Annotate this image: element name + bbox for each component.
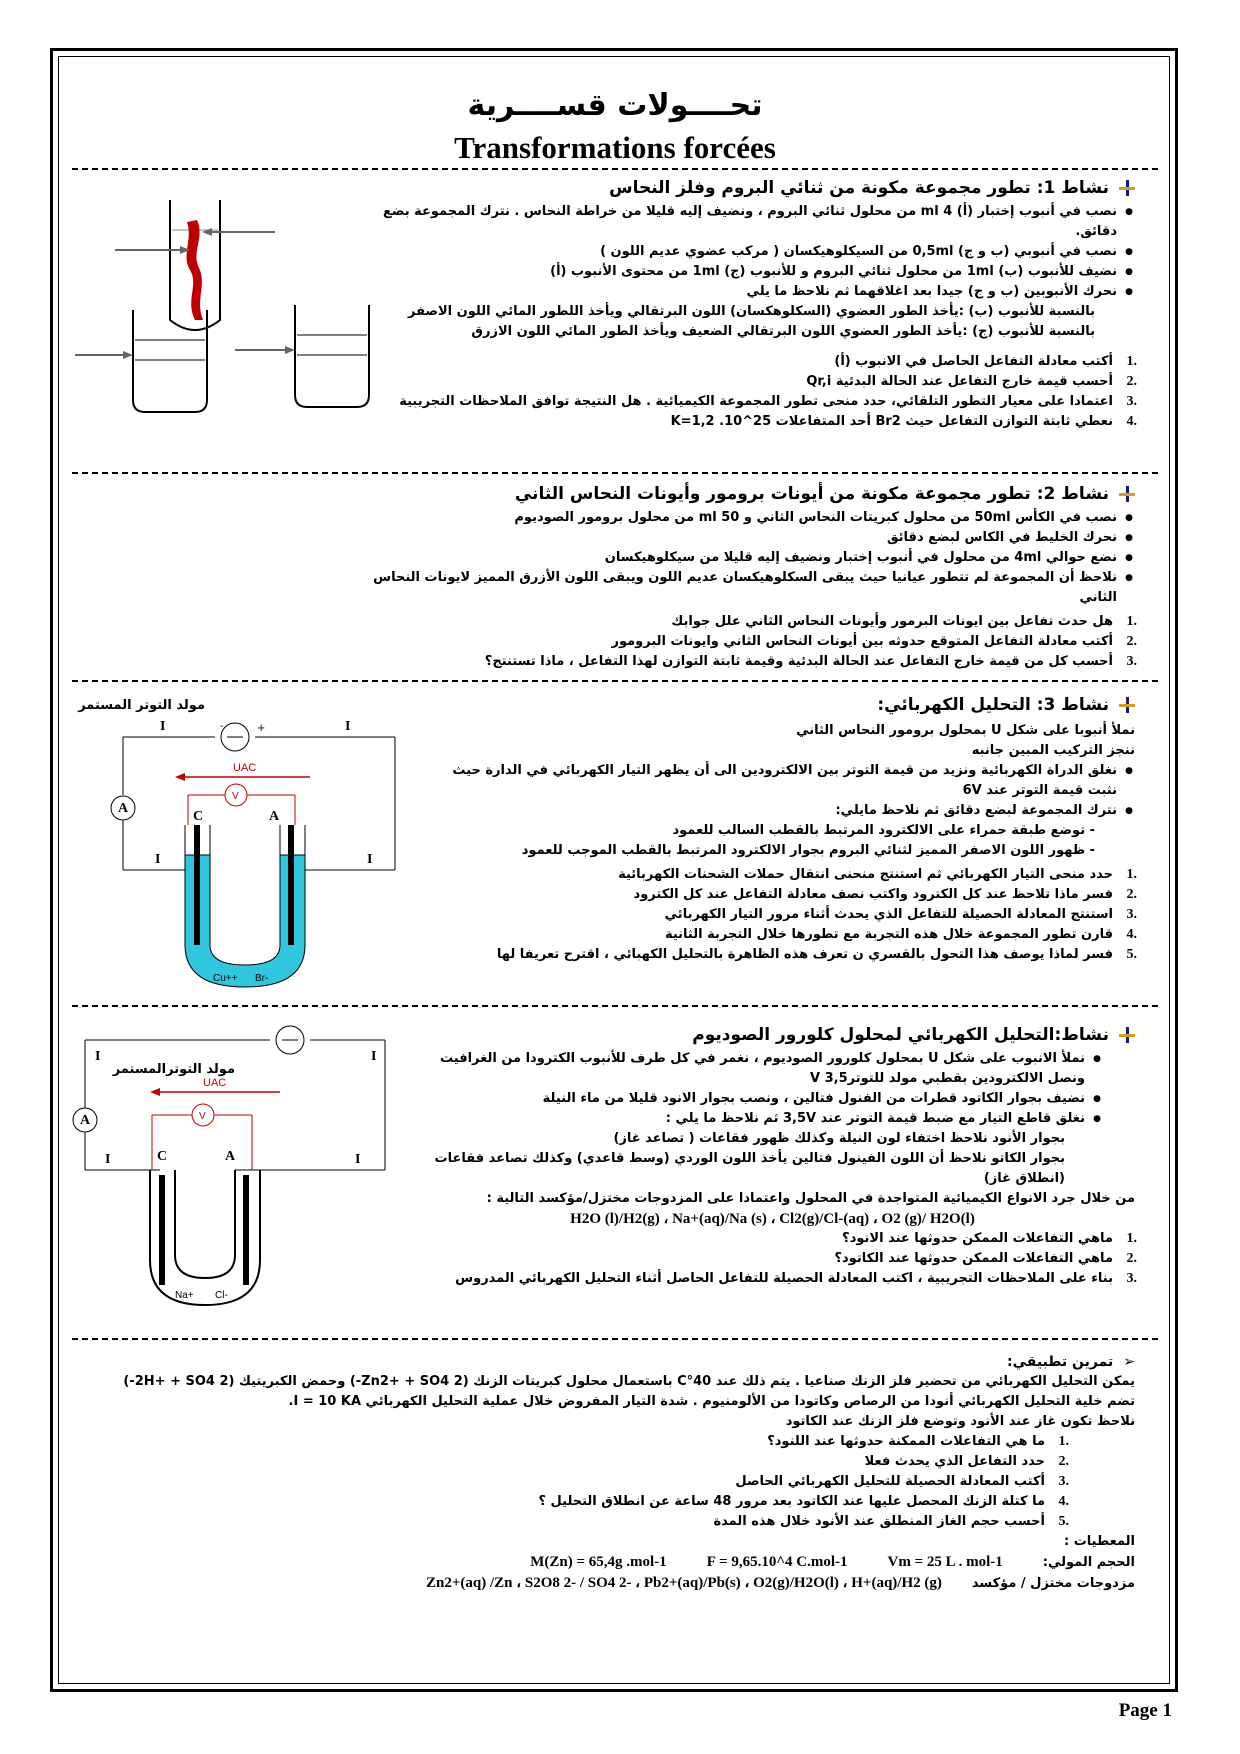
ammeter-label: A: [118, 801, 129, 816]
question: حدد منحى التيار الكهربائي ثم استنتج منحنى انتقال حملات الشحنات الكهربائية: [618, 867, 1113, 882]
test-tubes-figure: [95, 200, 375, 460]
generator-label: مولد التوتر المستمر: [78, 698, 205, 713]
current-label: I: [105, 1152, 111, 1167]
activity-3-title: نشاط 3: التحليل الكهربائي:: [877, 695, 1109, 715]
ion-label: Br-: [255, 973, 269, 984]
list-item: ● نصب في أنبوب إختبار (أ) 4 ml من محلول ثنائي البروم ، ونضيف إليه قليلا من خراطة النحاس . نترك المجموعة بضع دقائق.: [340, 202, 1117, 242]
question: أحسب حجم الغاز المنطلق عند الأنود خلال هذه المدة: [713, 1514, 1045, 1529]
question: ما هي التفاعلات الممكنة حدوثها عند اللنود؟: [767, 1434, 1045, 1449]
question: فسر لماذا يوصف هذا التحول بالقسري ن تعرف هذه الظاهرة بالتحليل الكهبائي ، اقترح تعريفا لها: [496, 947, 1113, 962]
question: أكتب معادلة التفاعل الحاصل في الانبوب (أ): [834, 354, 1113, 369]
question: قارن تطور المجموعة خلال هذه التجربة مع تطورها خلال التجربة الثانية: [664, 927, 1113, 942]
current-label: I: [160, 719, 166, 734]
paragraph: تضم خلية التحليل الكهربائي أنودا من الرصاص وكاتودا من الألومنيوم . شدة التيار المفروض خلال عملية التحليل الكهربائي I = 10 KA.: [288, 1394, 1135, 1409]
list-item: ● نصب في الكأس 50ml من محلول كبريتات النحاس الثاني و 50 ml من محلول برومور الصوديوم: [350, 508, 1117, 528]
cathode-label: C: [157, 1149, 168, 1164]
cathode-label: C: [193, 809, 204, 824]
paragraph: يمكن التحليل الكهربائي من تحضير فلز الزنك صناعيا . يتم ذلك عند 40°C باستعمال محلول كبريتات الزنك (Zn2+ + SO4 2-) وحمض الكبريتيك (2H+ + SO4 2-): [123, 1374, 1135, 1389]
activity-4: نشاط:التحليل الكهربائي لمحلول كلورور الصوديوم ● نملأ الانبوب على شكل U بمحلول كلورور الصوديوم ، نغمر في كل طرف للأنبوب الكترودا من الغرافيت ونصل الالكترودين بقطبي مولد للتوترV 3,5 ● نضيف بجوار الكاتود قطرات من الفنول فتالين ، ونصب بجوار الانود قليلا من ماء النيلة ● نغلق قاطع التيار مع ضبط قيمة التوتر عند 3,5V ثم نلاحظ ما يلي : بجوار الأنود نلاحظ اختفاء لون النيلة وكذلك ظهور فقاعات ( تصاعد غاز) بجوار الكاتو نلاحظ أن اللون الفينول فتالين يأخذ اللون الوردي (وسط قاعدي) وكذلك تصاعد فقاعات (انطلاق غاز) من خلال جرد الانواع الكيميائية المتواجدة في المحلول واعتمادا على المزدوجات مختزل/مؤكسد التالية : H2O (l)/H2(g) ، Na+(aq)/Na (s) ، Cl2(g)/Cl-(aq) ، O2 (g)/ H2O(l) 1. ماهي التفاعلات الممكن حدوثها عند الانود؟ 2. ماهي التفاعلات الممكن حدوثها عند الكاتود؟ 3. بناء على الملاحظات التجريبية ، اكتب المعادلة الحصيلة للتفاعل الحاصل أثناء التحليل الكهربائي المدروس: [410, 1025, 1135, 1289]
question: أكتب المعادلة الحصيلة للتحليل الكهربائي الحاصل: [735, 1474, 1045, 1489]
observation: بالنسبة للأنبوب (ب) :يأخذ الطور العضوي (السكلوهكسان) اللون البرتقالي ويأخذ اللطور المائي اللون الاصفر: [407, 304, 1095, 319]
plus-bullet-icon: [1119, 486, 1135, 502]
observation: بجوار الكاتو نلاحظ أن اللون الفينول فتالين يأخذ اللون الوردي (وسط قاعدي) وكذلك تصاعد فقاعات (انطلاق غاز): [434, 1151, 1065, 1186]
question: ما كتلة الزنك المحصل عليها عند الكاتود بعد مرور 48 ساعة عن انطلاق التحليل ؟: [538, 1494, 1045, 1509]
current-label: I: [367, 852, 373, 867]
question: أكتب معادلة التفاعل المتوقع حدوثه بين أيونات النحاس الثاني وايونات البرومور: [611, 634, 1113, 649]
redox-couples: H2O (l)/H2(g) ، Na+(aq)/Na (s) ، Cl2(g)/Cl-(aq) ، O2 (g)/ H2O(l): [570, 1211, 975, 1227]
current-label: I: [155, 852, 161, 867]
list-item: ● نضيف بجوار الكاتود قطرات من الفنول فتالين ، ونصب بجوار الانود قليلا من ماء النيلة: [410, 1089, 1085, 1109]
ammeter-label: A: [80, 1113, 91, 1128]
page-number: Page 1: [1118, 1700, 1172, 1721]
molar-mass-zn: M(Zn) = 65,4g .mol-1: [530, 1554, 667, 1570]
question: هل حدث تفاعل بين ايونات البرمور وأيونات النحاس الثاني علل جوابك: [671, 614, 1113, 629]
redox-couples: Zn2+(aq) /Zn ، S2O8 2- / SO4 2- ، Pb2+(aq)/Pb(s) ، O2(g)/H2O(l) ، H+(aq)/H2 (g): [426, 1575, 942, 1591]
list-item: ● نضيف للأنبوب (ب) 1ml من محلول ثنائي البروم و للأنبوب (ج) 1ml من محتوى الأنبوب (أ): [340, 262, 1117, 282]
question: أحسب قيمة خارج التفاعل عند الحالة البدئية Qr,i: [806, 374, 1113, 389]
activity-2-title: نشاط 2: تطور مجموعة مكونة من أيونات برومور وأيونات النحاس الثاني: [514, 484, 1109, 504]
question: استنتج المعادلة الحصيلة للتفاعل الذي يحدث أثناء مرور التيار الكهربائي: [664, 907, 1113, 922]
list-item: ● نحرك الخليط في الكاس لبضع دقائق: [350, 528, 1117, 548]
list-item: ● نضع حوالي 4ml من محلول في أنبوب إختبار ونضيف إليه قليلا من سيكلوهيكسان: [350, 548, 1117, 568]
generator-label: مولد التوترالمستمر: [112, 1062, 235, 1077]
ion-label: Cu++: [213, 973, 238, 984]
observation: بالنسبة للأنبوب (ج) :يأخذ الطور العضوي اللون البرتقالي الضعيف ويأخذ الطور المائي اللون الازرق: [471, 324, 1095, 339]
question: أحسب كل من قيمة خارج التفاعل عند الحالة البدئية وقيمة ثابتة التوازن لهذا التفاعل ، ماذا تستنتج؟: [484, 654, 1113, 669]
voltmeter-label: V: [199, 1111, 206, 1122]
list-item: ● نغلق الدراة الكهربائية ونزيد من قيمة التوتر بين الالكترودين الى أن يظهر التيار الكهربائي في الدارة حيث نثبت قيمة التوتر عند 6V: [440, 761, 1117, 801]
title-french: Transformations forcées: [454, 130, 776, 165]
separator: [72, 1005, 1158, 1007]
separator: [72, 168, 1158, 170]
activity-4-title: نشاط:التحليل الكهربائي لمحلول كلورور الصوديوم: [692, 1025, 1109, 1045]
exercise: ➢تمرين تطبيقي: يمكن التحليل الكهربائي من تحضير فلز الزنك صناعيا . يتم ذلك عند 40°C باستعمال محلول كبريتات الزنك (Zn2+ + SO4 2-) وحمض الكبريتيك (2H+ + SO4 2-) تضم خلية التحليل الكهربائي أنودا من الرصاص وكاتودا من الألومنيوم . شدة التيار المفروض خلال عملية التحليل الكهربائي I = 10 KA. نلاحظ تكون غاز عند الأنود وتوضع فلز الزنك عند الكاتود 1. ما هي التفاعلات الممكنة حدوثها عند اللنود؟ 2. حدد التفاعل الذي يحدث فعلا 3. أكتب المعادلة الحصيلة للتحليل الكهربائي الحاصل 4. ما كتلة الزنك المحصل عليها عند الكاتود بعد مرور 48 ساعة عن انطلاق التحليل ؟ 5. أحسب حجم الغاز المنطلق عند الأنود خلال هذه المدة المعطيات : الحجم المولي: Vm = 25 L . mol-1 F = 9,65.10^4 C.mol-1 M(Zn) = 65,4g .mol-1 مزدوجات مختزل / مؤكسد Zn2+(aq) /Zn ، S2O8 2- / SO4 2- ، Pb2+(aq)/Pb(s) ، O2(g)/H2O(l) ، H+(aq)/H2 (g): [80, 1352, 1135, 1594]
question: ماهي التفاعلات الممكن حدوثها عند الكاتود؟: [834, 1251, 1113, 1266]
vm-value: Vm = 25 L . mol-1: [887, 1554, 1003, 1570]
activity-3: نشاط 3: التحليل الكهربائي: نملأ أنبوبا على شكل U بمحلول برومور النحاس الثاني ننجز التركيب المبين جانبه ● نغلق الدراة الكهربائية ونزيد من قيمة التوتر بين الالكترودين الى أن يظهر التيار الكهربائي في الدارة حيث نثبت قيمة التوتر عند 6V ● نترك المجموعة لبضع دقائق ثم نلاحظ مايلي: - توضع طبقة حمراء على الالكترود المرتبط بالقطب السالب للعمود - ظهور اللون الاصفر المميز لثنائي البروم بجوار الالكترود المرتبط بالقطب الموجب للعمود 1. حدد منحى التيار الكهربائي ثم استنتج منحنى انتقال حملات الشحنات الكهربائية 2. فسر ماذا تلاحظ عند كل الكترود واكتب نصف معادلة التفاعل عند كل الكترود 3. استنتج المعادلة الحصيلة للتفاعل الذي يحدث أثناء مرور التيار الكهربائي 4. قارن تطور المجموعة خلال هذه التجربة مع تطورها خلال التجربة الثانية 5. فسر لماذا يوصف هذا التحول بالقسري ن تعرف هذه الظاهرة بالتحليل الكهبائي ، اقترح تعريفا لها: [440, 695, 1135, 965]
question: اعتمادا على معيار التطور التلقائي، حدد منحى تطور المجموعة الكيميائية . هل النتيجة توافق الملاحظات التجريبية: [399, 394, 1113, 409]
activity-2: نشاط 2: تطور مجموعة مكونة من أيونات برومور وأيونات النحاس الثاني ● نصب في الكأس 50ml من محلول كبريتات النحاس الثاني و 50 ml من محلول برومور الصوديوم ● نحرك الخليط في الكاس لبضع دقائق ● نضع حوالي 4ml من محلول في أنبوب إختبار ونضيف إليه قليلا من سيكلوهيكسان ● نلاحظ أن المجموعة لم تتطور عيانيا حيث يبقى السكلوهيكسان عديم اللون ويبقى اللون الأزرق المميز لايونات النحاس الثاني 1. هل حدث تفاعل بين ايونات البرمور وأيونات النحاس الثاني علل جوابك 2. أكتب معادلة التفاعل المتوقع حدوثه بين أيونات النحاس الثاني وايونات البرومور 3. أحسب كل من قيمة خارج التفاعل عند الحالة البدئية وقيمة ثابتة التوازن لهذا التفاعل ، ماذا تستنتج؟: [350, 484, 1135, 672]
plus-bullet-icon: [1119, 697, 1135, 713]
anode-label: A: [225, 1149, 236, 1164]
observation: - توضع طبقة حمراء على الالكترود المرتبط بالقطب السالب للعمود: [672, 823, 1095, 838]
faraday-value: F = 9,65.10^4 C.mol-1: [706, 1554, 848, 1570]
activity-1: نشاط 1: تطور مجموعة مكونة من ثنائي البروم وفلز النحاس ● نصب في أنبوب إختبار (أ) 4 ml من محلول ثنائي البروم ، ونضيف إليه قليلا من خراطة النحاس . نترك المجموعة بضع دقائق. ● نصب في أنبوبي (ب و ج) 0,5ml من السيكلوهيكسان ( مركب عضوي عديم اللون ) ● نضيف للأنبوب (ب) 1ml من محلول ثنائي البروم و للأنبوب (ج) 1ml من محتوى الأنبوب (أ) ● نحرك الأنبوبين (ب و ج) جيدا بعد اغلاقهما ثم نلاحظ ما يلي بالنسبة للأنبوب (ب) :يأخذ الطور العضوي (السكلوهكسان) اللون البرتقالي ويأخذ اللطور المائي اللون الاصفر بالنسبة للأنبوب (ج) :يأخذ الطور العضوي اللون البرتقالي الضعيف ويأخذ الطور المائي اللون الازرق 1. أكتب معادلة التفاعل الحاصل في الانبوب (أ) 2. أحسب قيمة خارج التفاعل عند الحالة البدئية Qr,i 3. اعتمادا على معيار التطور التلقائي، حدد منحى تطور المجموعة الكيميائية . هل النتيجة توافق الملاحظات التجريبية 4. نعطي ثابتة التوازن التفاعل حيث Br2 أحد المتفاعلات K=1,2 .10^25: [340, 178, 1135, 432]
ion-label: Na+: [175, 1290, 194, 1301]
title-arabic: تحــــولات قســــرية: [467, 88, 763, 123]
question: ماهي التفاعلات الممكن حدوثها عند الانود؟: [842, 1231, 1113, 1246]
electrolysis-circuit-cubr2: [78, 695, 425, 995]
observation: بجوار الأنود نلاحظ اختفاء لون النيلة وكذلك ظهور فقاعات ( تصاعد غاز): [613, 1131, 1065, 1146]
current-label: I: [355, 1152, 361, 1167]
given-label: المعطيات :: [1063, 1534, 1135, 1549]
current-label: I: [371, 1049, 377, 1064]
list-item: ● نلاحظ أن المجموعة لم تتطور عيانيا حيث يبقى السكلوهيكسان عديم اللون ويبقى اللون الأزرق المميز لايونات النحاس الثاني: [350, 568, 1117, 608]
electrolysis-circuit-nacl: [75, 1020, 395, 1320]
uac-label: UAC: [203, 1077, 227, 1089]
separator: [72, 1338, 1158, 1340]
uac-label: UAC: [233, 762, 257, 774]
observation: - ظهور اللون الاصفر المميز لثنائي البروم بجوار الالكترود المرتبط بالقطب الموجب للعمود: [521, 843, 1095, 858]
list-item: ● نحرك الأنبوبين (ب و ج) جيدا بعد اغلاقهما ثم نلاحظ ما يلي: [340, 282, 1117, 302]
question: نعطي ثابتة التوازن التفاعل حيث Br2 أحد المتفاعلات K=1,2 .10^25: [670, 414, 1113, 429]
current-label: I: [345, 719, 351, 734]
list-item: ● نملأ الانبوب على شكل U بمحلول كلورور الصوديوم ، نغمر في كل طرف للأنبوب الكترودا من الغرافيت ونصل الالكترودين بقطبي مولد للتوترV 3,5: [410, 1049, 1085, 1089]
activity-1-title: نشاط 1: تطور مجموعة مكونة من ثنائي البروم وفلز النحاس: [609, 178, 1109, 198]
plus-bullet-icon: [1119, 180, 1135, 196]
separator: [72, 680, 1158, 682]
anode-label: A: [269, 809, 280, 824]
svg-text:+: +: [257, 723, 266, 734]
plus-bullet-icon: [1119, 1027, 1135, 1043]
list-item: ● نغلق قاطع التيار مع ضبط قيمة التوتر عند 3,5V ثم نلاحظ ما يلي :: [410, 1109, 1085, 1129]
current-label: I: [95, 1049, 101, 1064]
paragraph: نلاحظ تكون غاز عند الأنود وتوضع فلز الزنك عند الكاتود: [785, 1414, 1135, 1429]
arrow-bullet-icon: ➢: [1123, 1354, 1135, 1370]
svg-text:-: -: [220, 721, 224, 732]
voltmeter-label: V: [232, 791, 239, 802]
intro-text: من خلال جرد الانواع الكيميائية المتواجدة في المحلول واعتمادا على المزدوجات مختزل/مؤكسد التالية :: [486, 1191, 1135, 1206]
exercise-title: تمرين تطبيقي:: [1007, 1354, 1114, 1370]
couples-label: مزدوجات مختزل / مؤكسد: [971, 1576, 1135, 1591]
molar-volume-label: الحجم المولي:: [1042, 1555, 1135, 1570]
intro-text: ننجز التركيب المبين جانبه: [971, 743, 1135, 758]
intro-text: نملأ أنبوبا على شكل U بمحلول برومور النحاس الثاني: [796, 723, 1135, 738]
question: حدد التفاعل الذي يحدث فعلا: [864, 1454, 1045, 1469]
separator: [72, 472, 1158, 474]
question: فسر ماذا تلاحظ عند كل الكترود واكتب نصف معادلة التفاعل عند كل الكترود: [633, 887, 1113, 902]
ion-label: Cl-: [215, 1290, 228, 1301]
question: بناء على الملاحظات التجريبية ، اكتب المعادلة الحصيلة للتفاعل الحاصل أثناء التحليل الكهربائي المدروس: [455, 1271, 1113, 1286]
list-item: ● نصب في أنبوبي (ب و ج) 0,5ml من السيكلوهيكسان ( مركب عضوي عديم اللون ): [340, 242, 1117, 262]
list-item: ● نترك المجموعة لبضع دقائق ثم نلاحظ مايلي:: [440, 801, 1117, 821]
